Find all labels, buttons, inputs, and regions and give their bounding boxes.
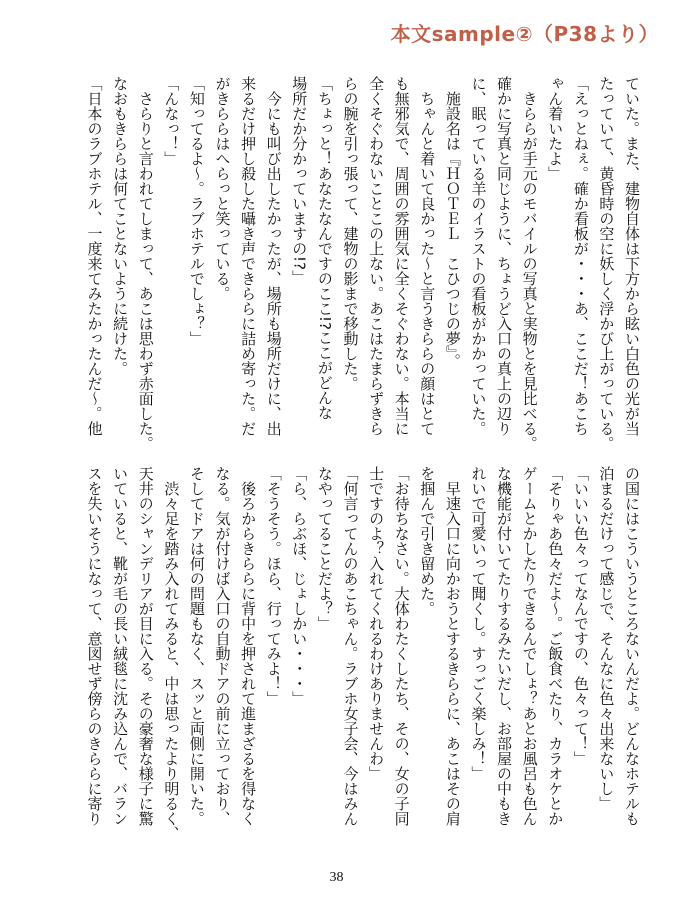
text-column: 確かに写真と同じように、ちょうど入口の真上の辺り — [495, 76, 514, 436]
page-number: 38 — [329, 870, 344, 885]
text-column: 渋々足を踏み入れてみると、中は思ったより明るく、 — [162, 466, 181, 841]
text-column: れいで可愛いって聞くし。すっごく楽しみ！」 — [469, 466, 488, 781]
text-column: 士ですのよ？入れてくれるわけありませんわ」 — [367, 466, 386, 781]
text-column: の国にはこういうところないんだよ。どんなホテルも — [623, 466, 641, 826]
text-column: 施設名は『ＨＯＴＥＬ こひつじの夢』。 — [443, 76, 462, 369]
text-column: 「ちょっと！あなたなんですのここ!?ここがどんな — [315, 76, 334, 420]
text-column: さらりと言われてしまって、あこは思わず赤面した。 — [136, 76, 155, 451]
text-column: 「いいい色々ってなんですの、色々って！」 — [571, 466, 590, 766]
text-column: 「日本のラブホテル、一度来てみたかったんだ～。他 — [85, 76, 104, 436]
text-column: 後ろからきららに背中を押されて進まざるを得なく — [239, 466, 258, 826]
text-column: たっていて、黄昏時の空に妖しく浮かび上がっている。 — [597, 76, 616, 451]
text-column: きららが手元のモバイルの写真と実物とを見比べる。 — [520, 76, 539, 451]
text-column: ちゃんと着いて良かった～と言うきららの顔はとて — [418, 76, 437, 436]
text-column: スを失いそうになって、意図せず傍らのきららに寄り — [85, 466, 104, 826]
text-column: がきららはへらっと笑っている。 — [213, 76, 232, 301]
text-column: 今にも叫び出したかったが、場所も場所だけに、出 — [264, 76, 283, 436]
text-column: そしてドアは何の問題もなく、スッと両側に開いた。 — [187, 466, 206, 826]
text-column: ゲームとかしたりできるんでしょ？あとお風呂も色ん — [520, 466, 539, 826]
text-column: いていると、靴が毛の長い絨毯に沈み込んで、バラン — [111, 466, 130, 826]
text-column: 天井のシャンデリアが目に入る。その豪奢な様子に驚 — [136, 466, 155, 826]
text-column: を掴んで引き留めた。 — [418, 466, 437, 616]
text-block-bottom — [80, 466, 644, 841]
text-column: 場所だか分かっていますの!?」 — [290, 76, 309, 285]
text-column: 「何言ってんのあこちゃん。ラブホ女子会、今はみん — [341, 466, 360, 826]
page-title: 本文sample②（P38より） — [390, 22, 659, 46]
text-column: も無邪気で、周囲の雰囲気に全くそぐわない。本当に — [392, 76, 411, 436]
text-column: らの腕を引っ張って、建物の影まで移動した。 — [341, 76, 360, 391]
text-column: なる。気が付けば入口の自動ドアの前に立っており、 — [213, 466, 232, 826]
text-column: な機能が付いてたりするみたいだし、お部屋の中もき — [495, 466, 514, 826]
text-column: 「ら、らぶほ、じょしかい・・・」 — [290, 466, 309, 706]
text-column: ていた。また、建物自体は下方から眩い白色の光が当 — [623, 76, 641, 436]
text-column: 「えっとねぇ。確か看板が・・・あ、ここだ！あこち — [571, 76, 590, 436]
text-column: ゃん着いたよ」 — [546, 76, 565, 181]
text-column: 「んなっ！」 — [162, 76, 181, 166]
text-block-top — [80, 76, 644, 451]
text-column: に、眠っている羊のイラストの看板がかかっていた。 — [469, 76, 488, 436]
text-column: 来るだけ押し殺した囁き声できららに詰め寄った。だ — [239, 76, 258, 436]
text-column: 「お待ちなさい。大体わたくしたち、その、女の子同 — [392, 466, 411, 826]
text-column: 全くそぐわないことこの上ない。あこはたまらずきら — [367, 76, 386, 436]
text-column: 泊まるだけって感じで、そんなに色々出来ないし」 — [597, 466, 616, 811]
text-column: 「そりゃあ色々だよ～。ご飯食べたり、カラオケとか — [546, 466, 565, 826]
text-column: 早速入口に向かおうとするきららに、あこはその肩 — [443, 466, 462, 826]
text-column: なおもきららは何てことないように続けた。 — [111, 76, 130, 376]
text-column: 「知ってるよ～。ラブホテルでしょ？」 — [187, 76, 206, 346]
text-column: なやってることだよ？」 — [315, 466, 334, 631]
text-column: 「そうそう。ほら、行ってみよ！」 — [264, 466, 283, 706]
